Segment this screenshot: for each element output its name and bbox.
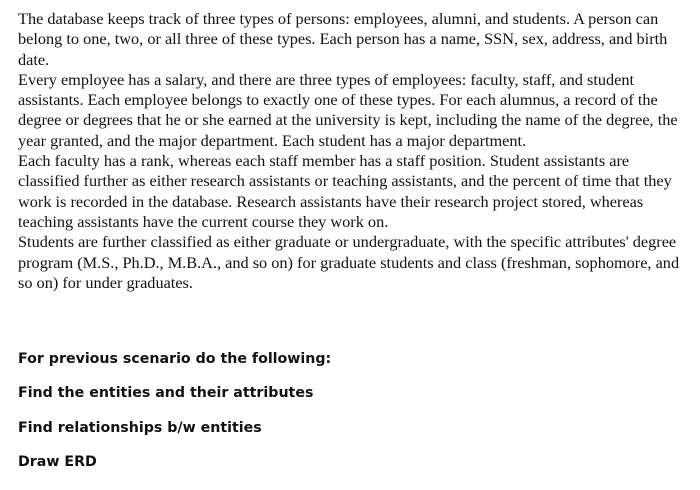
scenario-paragraph-2: Every employee has a salary, and there are three types of employees: faculty, staff, and student assistants. Each employee belongs to exactly one of these types. For each alumnus, a record of the degree or degrees that he or she earned at the university is kept, including the name of the degree, the year granted, and the major department. Each student has a major department. — [18, 69, 678, 150]
task-intro: For previous scenario do the following: — [18, 351, 332, 367]
scenario-paragraph-1: The database keeps track of three types of persons: employees, alumni, and students. A person can belong to one, two, or all three of these types. Each person has a name, SSN, sex, address, and birth date. — [18, 9, 668, 69]
task-draw-erd: Draw ERD — [18, 454, 97, 470]
task-find-relationships: Find relationships b/w entities — [18, 420, 262, 436]
task-find-entities: Find the entities and their attributes — [18, 385, 314, 401]
scenario-paragraph-3: Each faculty has a rank, whereas each staff member has a staff position. Student assistants are classified further as either research assistants or teaching assistants, and the percent of time that they work is recorded in the database. Research assistants have their research project stored, whereas teaching assistants have the current course they work on. — [18, 151, 672, 231]
question-document — [18, 9, 688, 470]
scenario-paragraph-4: Students are further classified as either graduate or undergraduate, with the specific attributes' degree program (M.S., Ph.D., M.B.A., and so on) for graduate students and class (freshman, sophomore, and so on) for under graduates. — [18, 232, 680, 292]
